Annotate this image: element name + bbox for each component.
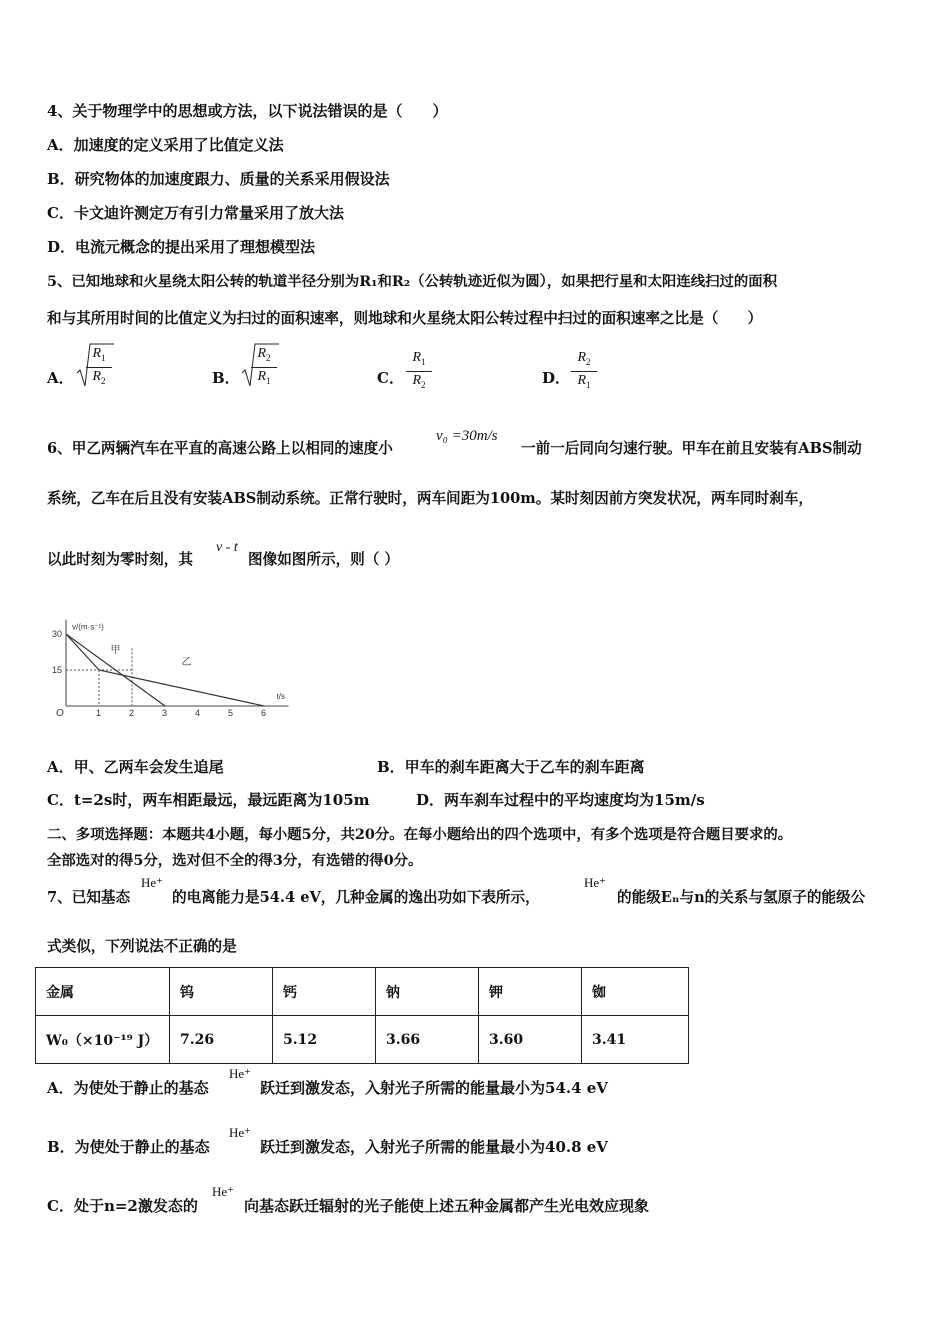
- q7-option-a-text: A．为使处于静止的基态: [47, 1079, 209, 1097]
- x-tick-label: 6: [261, 708, 267, 718]
- q5-option-b-formula: $\frac{R_2}{R_1}$: [241, 343, 281, 389]
- y-tick-label: 30: [52, 629, 63, 639]
- q7-stem-line2: 式类似，下列说法不正确的是: [47, 938, 237, 955]
- series-label-yi: 乙: [181, 657, 192, 669]
- q6-stem-line3-b: 图像如图所示，则（ ）: [248, 551, 400, 568]
- table-cell: 3.60: [479, 1016, 582, 1064]
- q7-he-ion: He⁺: [229, 1066, 252, 1081]
- table-cell: 5.12: [273, 1016, 376, 1064]
- y-tick-label: 15: [52, 665, 63, 675]
- q7-stem-c: 的能级Eₙ与n的关系与氢原子的能级公: [617, 889, 866, 906]
- q6-stem-line2: 系统，乙车在后且没有安装ABS制动系统。正常行驶时，两车间距为100m。某时刻因前方突发状况，两车同时刹车，: [47, 490, 814, 507]
- table-cell: 钙: [273, 968, 376, 1016]
- x-tick-label: 5: [228, 708, 234, 718]
- table-cell: 钠: [376, 968, 479, 1016]
- table-cell: 3.41: [582, 1016, 689, 1064]
- q7-he-ion: He⁺: [212, 1184, 235, 1199]
- q6-stem-line3-a: 以此时刻为零时刻，其: [47, 551, 193, 568]
- q5-option-c-label: C．: [377, 369, 404, 387]
- q6-stem-line1-b: 一前一后同向匀速行驶。甲车在前且安装有ABS制动: [521, 440, 862, 457]
- q6-speed-formula: v₀ =30m/s: [436, 428, 498, 444]
- table-cell: 金属: [36, 968, 170, 1016]
- table-header-row: [36, 968, 689, 1016]
- q6-vt-label: v - t: [216, 540, 238, 555]
- q7-he-ion: He⁺: [584, 875, 607, 890]
- q5-option-c-formula: $\frac{R_1}{R_2}$: [406, 349, 432, 394]
- table-cell: 7.26: [170, 1016, 273, 1064]
- q7-option-c-rest: 向基态跃迁辐射的光子能使上述五种金属都产生光电效应现象: [244, 1197, 650, 1215]
- q7-option-b-rest: 跃迁到激发态，入射光子所需的能量最小为40.8 eV: [260, 1138, 608, 1156]
- table-cell: 钾: [479, 968, 582, 1016]
- q7-option-c-text: C．处于n=2激发态的: [47, 1197, 198, 1215]
- q6-option-d: D．两车刹车过程中的平均速度均为15m/s: [416, 791, 705, 809]
- table-cell: 3.66: [376, 1016, 479, 1064]
- q6-option-a: A．甲、乙两车会发生追尾: [47, 758, 224, 776]
- q6-stem-line1-a: 6、甲乙两辆汽车在平直的高速公路上以相同的速度小: [47, 440, 393, 457]
- q4-option-a: A．加速度的定义采用了比值定义法: [47, 136, 284, 154]
- x-tick-label: 4: [195, 708, 201, 718]
- q5-stem-line2: 和与其所用时间的比值定义为扫过的面积速率，则地球和火星绕太阳公转过程中扫过的面积速率之比是（ ）: [47, 310, 763, 327]
- q7-he-ion: He⁺: [141, 875, 164, 890]
- series-label-jia: 甲: [110, 645, 121, 657]
- q5-option-d-label: D．: [542, 369, 571, 387]
- x-tick-label: 3: [162, 708, 168, 718]
- table-row: [36, 1016, 689, 1064]
- work-function-table: [35, 967, 689, 1064]
- q7-option-b-text: B．为使处于静止的基态: [47, 1138, 210, 1156]
- section2-line2: 全部选对的得5分，选对但不全的得3分，有选错的得0分。: [47, 852, 423, 869]
- origin-label: O: [56, 708, 64, 719]
- q7-stem-b: 的电离能力是54.4 eV，几种金属的逸出功如下表所示，: [172, 889, 540, 906]
- q6-option-b: B．甲车的刹车距离大于乙车的刹车距离: [377, 758, 645, 776]
- y-axis-label: v/(m·s⁻¹): [72, 622, 104, 632]
- q4-option-c: C．卡文迪许测定万有引力常量采用了放大法: [47, 204, 344, 222]
- table-cell: 铷: [582, 968, 689, 1016]
- table-cell: W₀（×10⁻¹⁹ J）: [36, 1016, 170, 1064]
- q6-option-c: C．t=2s时，两车相距最远，最远距离为105m: [47, 791, 370, 809]
- q7-option-a-rest: 跃迁到激发态，入射光子所需的能量最小为54.4 eV: [260, 1079, 608, 1097]
- x-tick-label: 2: [129, 708, 135, 718]
- q7-stem-a: 7、已知基态: [47, 889, 131, 906]
- q5-option-b-label: B．: [212, 369, 240, 387]
- q4-option-d: D．电流元概念的提出采用了理想模型法: [47, 238, 316, 256]
- section2-line1: 二、多项选择题：本题共4小题，每小题5分，共20分。在每小题给出的四个选项中，有多个选项是符合题目要求的。: [47, 826, 793, 843]
- q4-option-b: B．研究物体的加速度跟力、质量的关系采用假设法: [47, 170, 390, 188]
- q5-option-a-formula: $\frac{R_1}{R_2}$: [76, 343, 116, 389]
- q5-stem-line1: 5、已知地球和火星绕太阳公转的轨道半径分别为R₁和R₂（公转轨迹近似为圆），如果把行星和太阳连线扫过的面积: [47, 273, 778, 290]
- q4-stem: 4、关于物理学中的思想或方法，以下说法错误的是（ ）: [47, 102, 448, 120]
- x-tick-label: 1: [96, 708, 102, 718]
- table-cell: 钨: [170, 968, 273, 1016]
- q5-option-d-formula: $\frac{R_2}{R_1}$: [571, 349, 597, 394]
- vt-graph: [50, 600, 300, 720]
- q5-option-a-label: A．: [47, 369, 74, 387]
- x-axis-label: t/s: [276, 692, 285, 701]
- q7-he-ion: He⁺: [229, 1125, 252, 1140]
